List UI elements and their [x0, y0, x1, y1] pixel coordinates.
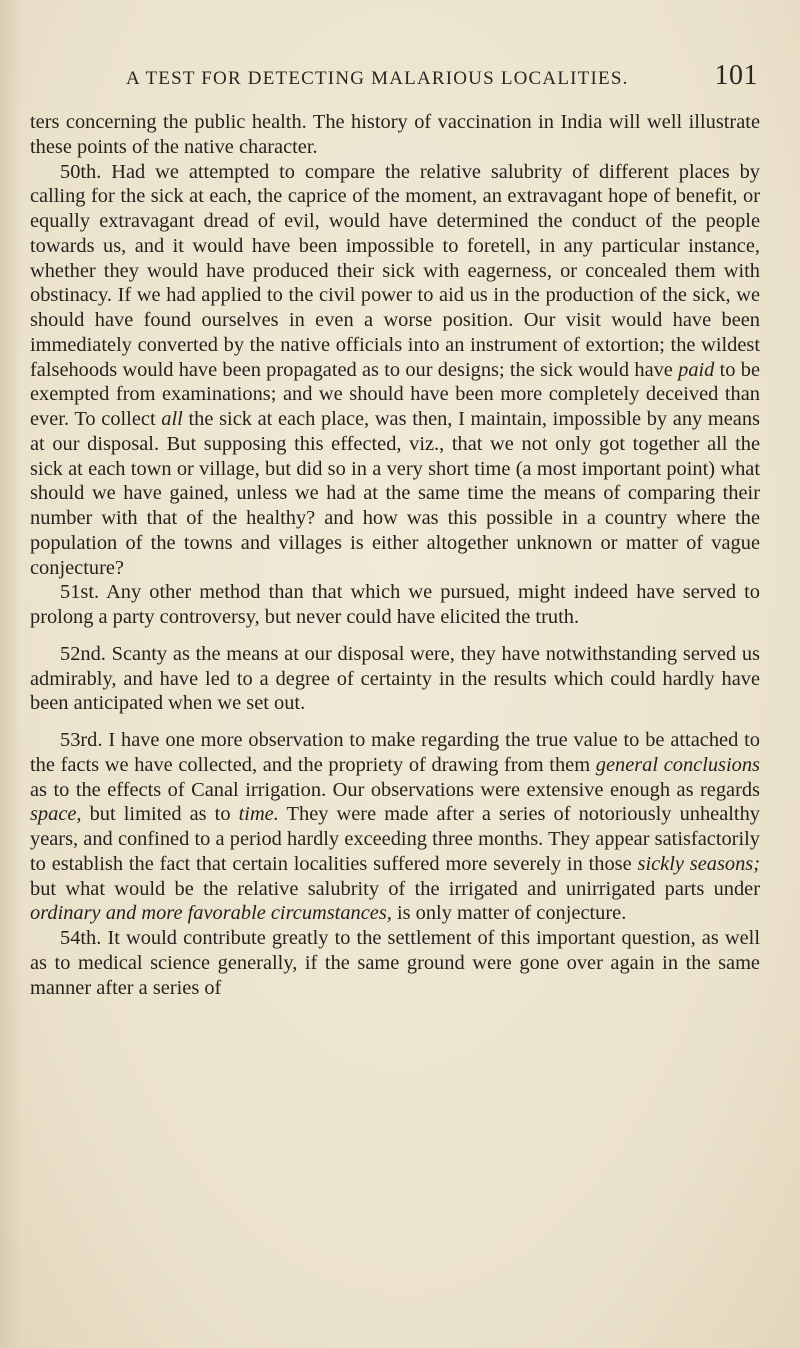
paragraph-54th — [30, 926, 760, 1000]
text-run: ters concerning the public health. The history of vaccination in India will well illustrate these points of the native character. — [30, 111, 760, 158]
paragraph-50th — [30, 160, 760, 581]
italic-text-run: space, — [30, 803, 82, 826]
italic-text-run: time. — [238, 803, 279, 826]
text-run: as to the effects of Canal irrigation. Our observations were extensive enough as regards — [30, 778, 760, 801]
page-header — [58, 62, 758, 96]
text-run: is only matter of conjecture. — [391, 902, 627, 925]
paragraph-53rd — [30, 728, 760, 926]
italic-text-run: general conclusions — [595, 753, 760, 776]
text-run: to be exempted from examinations; and we should have been more completely deceived than ever. To collect — [30, 358, 761, 430]
italic-text-run: paid — [678, 358, 715, 381]
text-run: but what would be the relative salubrity of the irrigated and unirrigated parts under — [30, 877, 760, 900]
paragraph-51st — [30, 580, 760, 630]
text-run: 50th. Had we attempted to compare the relative salubrity of different places by calling for the sick at each, the caprice of the moment, an extravagant hope of benefit, or equally extravagant dread of evil, would have determined the conduct of the people towards us, and it would have been impossible to foretell, in any particular instance, whether they would have produced their sick with eagerness, or concealed them with obstinacy. If we had applied to the civil power to aid us in the production of the sick, we should have found ourselves in even a worse position. Our visit would have been immediately converted by the native officials into an instrument of extortion; the wildest falsehoods would have been propagated as to our designs; the sick would have — [30, 160, 760, 381]
running-head: A TEST FOR DETECTING MALARIOUS LOCALITIES. — [126, 68, 629, 89]
italic-text-run: all — [161, 408, 183, 430]
paragraph-continuation — [30, 110, 760, 160]
text-run: but limited as to — [81, 803, 239, 826]
text-run: 53rd. I have one more observation to make regarding the true value to be attached to the facts we have collected, and the propriety of drawing from them — [30, 729, 760, 776]
text-run: 54th. It would contribute greatly to the settlement of this important question, as well as to medical science generally, if the same ground were gone over again in the same manner after a series of — [30, 927, 760, 999]
italic-text-run: sickly seasons; — [637, 852, 760, 875]
italic-text-run: ordinary and more favorable circumstances, — [30, 902, 392, 925]
text-run: the sick at each place, was then, I maintain, impossible by any means at our disposal. But supposing this effected, viz., that we not only got together all the sick at each town or village, but did so in a very short time (a most important point) what should we have gained, unless we had at the same time the means of comparing their number with that of the healthy? and how was this possible in a country where the population of the towns and villages is either altogether unknown or matter of vague conjecture? — [30, 408, 760, 579]
paragraph-52nd — [30, 642, 760, 716]
body-text — [30, 110, 760, 1000]
text-run: 51st. Any other method than that which we pursued, might indeed have served to prolong a party controversy, but never could have elicited the truth. — [30, 581, 760, 628]
page-number: 101 — [714, 60, 758, 91]
text-run: 52nd. Scanty as the means at our disposal were, they have notwithstanding served us admirably, and have led to a degree of certainty in the results which could hardly have been anticipated when we set out. — [30, 642, 760, 715]
text-run: They were made after a series of notoriously unhealthy years, and confined to a period hardly exceeding three months. They appear satisfactorily to establish the fact that certain localities suffered more severely in those — [30, 803, 760, 875]
